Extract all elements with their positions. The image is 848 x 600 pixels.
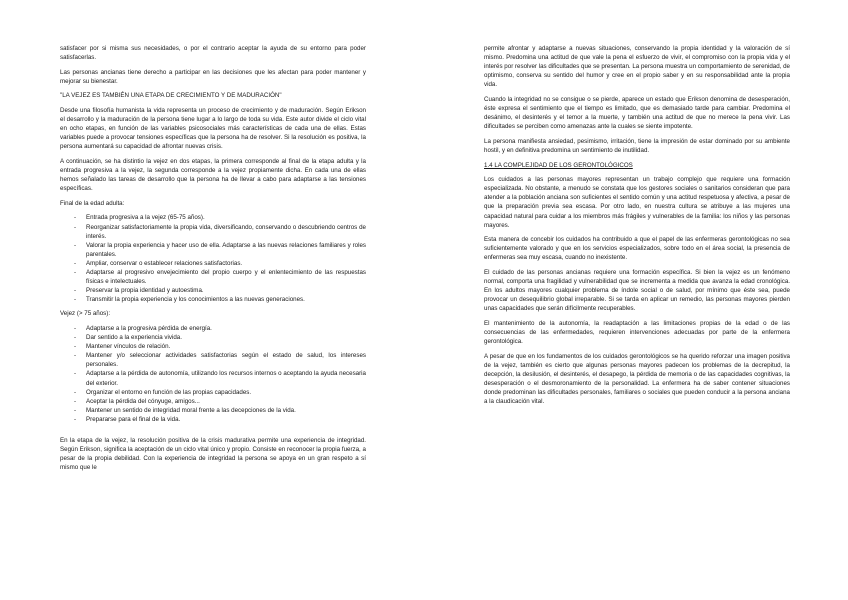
left-column bbox=[60, 44, 366, 478]
paragraph: El mantenimiento de la autonomía, la readaptación a las limitaciones propias de la edad o de las consecuencias de las enfermedades, requieren intervenciones adecuadas por parte de la enfermera gerontológica. bbox=[484, 319, 790, 346]
list-item: - Ampliar, conservar o establecer relaciones satisfactorias. bbox=[86, 259, 366, 268]
list-item: - Aceptar la pérdida del cónyuge, amigos... bbox=[86, 397, 366, 406]
paragraph: A continuación, se ha distintio la vejez en dos etapas, la primera corresponde al final de la etapa adulta y la entrada progresiva a la vejez, la segunda corresponde a la vejez propiamente dicha. En cada una de ellas hemos señalado las tareas de desarrollo que la persona ha de llevar a cabo para adaptarse a las tensiones específicas. bbox=[60, 157, 366, 193]
list-title: Final de la edad adulta: bbox=[60, 199, 125, 207]
list-item: - Preservar la propia identidad y autoestima. bbox=[86, 286, 366, 295]
paragraph: El cuidado de las personas ancianas requiere una formación específica. Si bien la vejez es un fenómeno normal, comporta una fragilidad y vulnerabilidad que se incrementa a medida que avanza la edad cronológica. En los adultos mayores cualquier problema de índole social o de salud, por mínimo que éste sea, puede provocar un desequilibrio global irreparable. Si se tarda en aplicar un remedio, las personas mayores pierden unas capacidades que serán difícilmente recuperables. bbox=[484, 268, 790, 313]
list-item: - Valorar la propia experiencia y hacer uso de ella. Adaptarse a las nuevas relaciones familiares y roles parentales. bbox=[86, 241, 366, 259]
paragraph: Esta manera de concebir los cuidados ha contribuido a que el papel de las enfermeras gerontológicas no sea suficientemente valorado y que en los servicios especializados, sobre todo en el área social, la presencia de enfermeras sea muy escasa, cuando no inexistente. bbox=[484, 236, 790, 262]
list-title: Vejez (> 75 años): bbox=[60, 310, 111, 318]
right-column bbox=[484, 44, 790, 412]
paragraph: Las personas ancianas tiene derecho a participar en las decisiones que les afectan para poder mantener y mejorar su bienestar. bbox=[60, 68, 366, 85]
paragraph: La persona manifiesta ansiedad, pesimismo, irritación, tiene la impresión de estar dominado por su ambiente hostil, y en definitiva predomina un sentimiento de inutilidad. bbox=[484, 137, 790, 154]
list-item: - Dar sentido a la experiencia vivida. bbox=[86, 333, 366, 342]
paragraph: En la etapa de la vejez, la resolución positiva de la crisis madurativa permite una experiencia de integridad. Según Erikson, significa la aceptación de un ciclo vital único y propio. Consiste en reconocer la propia fuerza, a pesar de la propia debilidad. Con la experiencia de integridad la persona se apoya en un gran respeto a sí mismo que le bbox=[60, 436, 366, 472]
paragraph: Desde una filosofía humanista la vida representa un proceso de crecimiento y de maduración. Según Erikson el desarrollo y la maduración de la persona tiene lugar a lo largo de toda su vida. Este autor divide el ciclo vital en ocho etapas, en función de las variables psicosociales más características de cada una de ellas. Estas variables puede a provocar tensiones específicas que la persona ha de resolver. Si la resolución es positiva, la persona aumentará su capacidad de afrontar nuevas crisis. bbox=[60, 106, 366, 151]
paragraph: permite afrontar y adaptarse a nuevas situaciones, conservando la propia identidad y la valoración de sí mismo. Predomina una actitud de que vale la pena el esfuerzo de vivir, el compromiso con la propia vida y el interés por resolver las dificultades que se presentan. La persona muestra un comportamiento de serenidad, de optimismo, conserva su sentido del humor y cree en el propio saber y en su responsabilidad ante la propia vida. bbox=[484, 45, 790, 89]
section-heading: "LA VEJEZ ES TAMBIÉN UNA ETAPA DE CRECIMIENTO Y DE MADURACIÓN" bbox=[60, 92, 282, 100]
adult-stage-list bbox=[60, 213, 366, 304]
list-item: - Adaptarse al progresivo envejecimiento del propio cuerpo y el enlentecimiento de las respuestas físicas e intelectuales. bbox=[86, 268, 366, 286]
list-item: - Prepararse para el final de la vida. bbox=[86, 415, 366, 424]
subsection-heading: 1.4 LA COMPLEJIDAD DE LOS GERONTOLÓGICOS bbox=[484, 161, 633, 169]
list-item: - Reorganizar satisfactoriamente la propia vida, diversificando, conservando o descubriendo centros de interés. bbox=[86, 223, 366, 241]
list-item: - Mantener y/o seleccionar actividades satisfactorias según el estado de salud, los intereses personales. bbox=[86, 351, 366, 369]
list-item: - Adaptarse a la pérdida de autonomía, utilizando los recursos internos o aceptando la ayuda necesaria del exterior. bbox=[86, 369, 366, 387]
list-item: - Mantener un sentido de integridad moral frente a las decepciones de la vida. bbox=[86, 406, 366, 415]
old-age-list bbox=[60, 324, 366, 424]
list-item: - Mantener vínculos de relación. bbox=[86, 342, 366, 351]
paragraph: A pesar de que en los fundamentos de los cuidados gerontológicos se ha querido reforzar una imagen positiva de la vejez, también es cierto que algunas personas mayores padecen los problemas de la decrepitud, la decepción, la desilusión, el desinterés, el desapego, la pérdida de memoria o de las capacidades cognitivas, la desesperación o el desmoronamiento de la personalidad. La enfermera ha de saber contener situaciones donde predominan las dificultades personales, familiares o sociales que pueden conducir a la persona anciana a la claudicación vital. bbox=[484, 352, 790, 406]
paragraph: Cuando la integridad no se consigue o se pierde, aparece un estado que Erikson denomina de desesperación, éste expresa el sentimiento que el tiempo es limitado, que es demasiado tarde para cambiar. Predomina el desánimo, el desinterés y el temor a la muerte, y también una actitud de que no merece la pena vivir. Las dificultades se perciben como amenazas ante la cuales se siente impotente. bbox=[484, 95, 790, 131]
list-item: - Adaptarse a la progresiva pérdida de energía. bbox=[86, 324, 366, 333]
list-item: - Organizar el entorno en función de las propias capacidades. bbox=[86, 388, 366, 397]
paragraph: Los cuidados a las personas mayores representan un trabajo complejo que requiere una formación especializada. No obstante, a menudo se constata que los gestores sociales o sanitarios consideran que para atender a la población anciana son suficientes el sentido común y una actitud respetuosa y afectiva, a pesar de que la preparación previa sea escasa. Por otro lado, en nuestra cultura se atribuye a las mujeres una capacidad natural para cuidar a los miembros más frágiles y vulnerables de la familia: los niños y las personas mayores. bbox=[484, 176, 790, 229]
paragraph: satisfacer por si misma sus necesidades, o por el contrario aceptar la ayuda de su entorno para poder satisfacerlas. bbox=[60, 45, 366, 62]
list-item: - Transmitir la propia experiencia y los conocimientos a las nuevas generaciones. bbox=[86, 295, 366, 304]
list-item: - Entrada progresiva a la vejez (65-75 años). bbox=[86, 213, 366, 222]
